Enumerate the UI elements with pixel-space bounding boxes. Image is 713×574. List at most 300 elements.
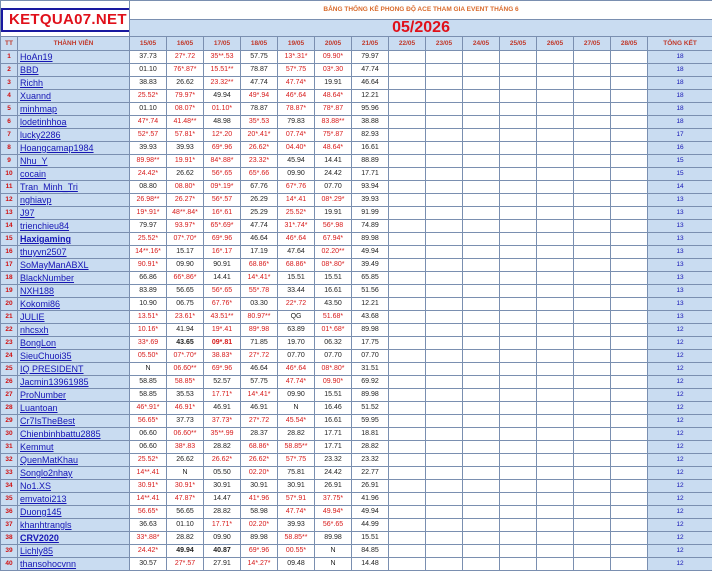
score-cell: 58.98 bbox=[241, 506, 278, 519]
empty-cell bbox=[500, 103, 537, 116]
site-logo[interactable]: KETQUA07.NET bbox=[1, 8, 130, 32]
empty-cell bbox=[500, 415, 537, 428]
score-cell: 30.91 bbox=[204, 480, 241, 493]
empty-cell bbox=[500, 77, 537, 90]
score-cell: 09.48 bbox=[278, 558, 315, 571]
score-cell: 78.87 bbox=[241, 103, 278, 116]
score-cell: 18.81 bbox=[352, 428, 389, 441]
member-link[interactable]: Luantoan bbox=[18, 402, 130, 415]
empty-cell bbox=[574, 506, 611, 519]
score-cell: 58.85** bbox=[278, 441, 315, 454]
score-cell: 89.98 bbox=[352, 324, 389, 337]
score-cell: 15.17 bbox=[167, 246, 204, 259]
empty-cell bbox=[500, 311, 537, 324]
empty-cell bbox=[463, 155, 500, 168]
empty-cell bbox=[611, 90, 648, 103]
empty-cell bbox=[537, 129, 574, 142]
total-cell: 12 bbox=[648, 389, 712, 402]
score-cell: 78*.87 bbox=[315, 103, 352, 116]
empty-cell bbox=[389, 363, 426, 376]
score-cell: 16.61 bbox=[352, 142, 389, 155]
member-link[interactable]: lodetinhhoa bbox=[18, 116, 130, 129]
score-cell: 13*.31* bbox=[278, 51, 315, 64]
empty-cell bbox=[389, 350, 426, 363]
member-link[interactable]: Lichly85 bbox=[18, 545, 130, 558]
table-row bbox=[1, 376, 713, 389]
empty-cell bbox=[389, 142, 426, 155]
empty-cell bbox=[463, 285, 500, 298]
header-date-7: 22/05 bbox=[389, 37, 426, 51]
empty-cell bbox=[611, 103, 648, 116]
score-cell: 93.94 bbox=[352, 181, 389, 194]
empty-cell bbox=[500, 116, 537, 129]
empty-cell bbox=[389, 103, 426, 116]
empty-cell bbox=[500, 168, 537, 181]
empty-cell bbox=[426, 285, 463, 298]
score-cell: 17.71* bbox=[204, 519, 241, 532]
member-link[interactable]: Kokomi86 bbox=[18, 298, 130, 311]
score-cell: 16.61 bbox=[315, 415, 352, 428]
empty-cell bbox=[426, 272, 463, 285]
score-cell: 69*.96 bbox=[204, 142, 241, 155]
empty-cell bbox=[463, 402, 500, 415]
score-cell: 09.90* bbox=[315, 51, 352, 64]
empty-cell bbox=[389, 220, 426, 233]
table-row bbox=[1, 246, 713, 259]
member-link[interactable]: QuenMatKhau bbox=[18, 454, 130, 467]
empty-cell bbox=[500, 194, 537, 207]
member-link[interactable]: Kemmut bbox=[18, 441, 130, 454]
empty-cell bbox=[389, 389, 426, 402]
empty-cell bbox=[500, 493, 537, 506]
member-link[interactable]: lucky2286 bbox=[18, 129, 130, 142]
empty-cell bbox=[500, 90, 537, 103]
score-cell: 06.75 bbox=[167, 298, 204, 311]
empty-cell bbox=[426, 324, 463, 337]
score-cell: 09.90 bbox=[278, 168, 315, 181]
score-cell: 69*.96 bbox=[204, 363, 241, 376]
row-number: 18 bbox=[1, 272, 18, 285]
score-cell: 19*.91* bbox=[130, 207, 167, 220]
header-row bbox=[1, 37, 713, 51]
member-link[interactable]: ProNumber bbox=[18, 389, 130, 402]
score-cell: 17.75 bbox=[352, 337, 389, 350]
empty-cell bbox=[463, 480, 500, 493]
empty-cell bbox=[500, 259, 537, 272]
empty-cell bbox=[574, 90, 611, 103]
empty-cell bbox=[389, 376, 426, 389]
score-cell: 03.30 bbox=[241, 298, 278, 311]
score-cell: 46.91 bbox=[204, 402, 241, 415]
empty-cell bbox=[611, 129, 648, 142]
empty-cell bbox=[463, 194, 500, 207]
score-cell: 89.98 bbox=[352, 389, 389, 402]
empty-cell bbox=[611, 324, 648, 337]
score-cell: 52*.57 bbox=[130, 129, 167, 142]
score-cell: 49.94* bbox=[315, 506, 352, 519]
score-cell: 47.87* bbox=[167, 493, 204, 506]
total-cell: 12 bbox=[648, 506, 712, 519]
member-link[interactable]: Chienbinhbattu2885 bbox=[18, 428, 130, 441]
row-number: 37 bbox=[1, 519, 18, 532]
score-cell: 47.74* bbox=[278, 376, 315, 389]
empty-cell bbox=[389, 181, 426, 194]
empty-cell bbox=[463, 428, 500, 441]
row-number: 32 bbox=[1, 454, 18, 467]
score-cell: 63.89 bbox=[278, 324, 315, 337]
empty-cell bbox=[574, 350, 611, 363]
table-row bbox=[1, 558, 713, 571]
empty-cell bbox=[611, 441, 648, 454]
total-cell: 12 bbox=[648, 350, 712, 363]
score-cell: 37.75* bbox=[315, 493, 352, 506]
empty-cell bbox=[611, 194, 648, 207]
empty-cell bbox=[389, 90, 426, 103]
score-cell: 25.52* bbox=[130, 233, 167, 246]
member-link[interactable]: BBD bbox=[18, 64, 130, 77]
empty-cell bbox=[426, 298, 463, 311]
member-link[interactable]: Songlo2nhay bbox=[18, 467, 130, 480]
score-cell: 69*.96 bbox=[241, 545, 278, 558]
empty-cell bbox=[463, 467, 500, 480]
member-link[interactable]: BlackNumber bbox=[18, 272, 130, 285]
score-cell: 02.20** bbox=[315, 246, 352, 259]
score-cell: 13.51* bbox=[130, 311, 167, 324]
header-date-9: 24/05 bbox=[463, 37, 500, 51]
score-cell: 01.10* bbox=[204, 103, 241, 116]
score-cell: 45.94 bbox=[278, 155, 315, 168]
empty-cell bbox=[574, 493, 611, 506]
table-row bbox=[1, 116, 713, 129]
row-number: 39 bbox=[1, 545, 18, 558]
row-number: 40 bbox=[1, 558, 18, 571]
score-cell: 08.07* bbox=[167, 103, 204, 116]
empty-cell bbox=[389, 454, 426, 467]
score-cell: 46.91 bbox=[241, 402, 278, 415]
score-cell: 56.65* bbox=[130, 506, 167, 519]
empty-cell bbox=[500, 545, 537, 558]
member-link[interactable]: Haxigaming bbox=[18, 233, 130, 246]
score-cell: 67*.76 bbox=[278, 181, 315, 194]
score-cell: 26.62* bbox=[241, 142, 278, 155]
empty-cell bbox=[574, 77, 611, 90]
empty-cell bbox=[537, 233, 574, 246]
empty-cell bbox=[389, 311, 426, 324]
member-link[interactable]: CRV2020 bbox=[18, 532, 130, 545]
empty-cell bbox=[611, 77, 648, 90]
table-row bbox=[1, 428, 713, 441]
score-cell: 14**.16* bbox=[130, 246, 167, 259]
score-cell: 91.99 bbox=[352, 207, 389, 220]
score-cell: 26.62* bbox=[241, 454, 278, 467]
row-number: 17 bbox=[1, 259, 18, 272]
score-cell: 43.50 bbox=[315, 298, 352, 311]
empty-cell bbox=[463, 415, 500, 428]
row-number: 16 bbox=[1, 246, 18, 259]
member-link[interactable]: NXH188 bbox=[18, 285, 130, 298]
score-cell: 27.91 bbox=[204, 558, 241, 571]
score-cell: 23.32 bbox=[352, 454, 389, 467]
score-cell: 39.93 bbox=[352, 194, 389, 207]
row-number: 2 bbox=[1, 64, 18, 77]
member-link[interactable]: Xuannd bbox=[18, 90, 130, 103]
score-cell: 57.75 bbox=[241, 51, 278, 64]
empty-cell bbox=[537, 155, 574, 168]
member-link[interactable]: Cr7IsTheBest bbox=[18, 415, 130, 428]
empty-cell bbox=[537, 441, 574, 454]
member-link[interactable]: Tran_Minh_Tri bbox=[18, 181, 130, 194]
empty-cell bbox=[537, 64, 574, 77]
member-link[interactable]: HoAn19 bbox=[18, 51, 130, 64]
row-number: 38 bbox=[1, 532, 18, 545]
empty-cell bbox=[574, 454, 611, 467]
score-cell: 09.90 bbox=[204, 532, 241, 545]
score-cell: 03*.30 bbox=[315, 64, 352, 77]
empty-cell bbox=[463, 389, 500, 402]
header-total: TỔNG KẾT bbox=[648, 37, 712, 51]
table-row bbox=[1, 272, 713, 285]
table-row bbox=[1, 493, 713, 506]
score-cell: 47.74 bbox=[241, 220, 278, 233]
table-row bbox=[1, 519, 713, 532]
member-link[interactable]: nhcsxh bbox=[18, 324, 130, 337]
score-cell: 78.87* bbox=[278, 103, 315, 116]
total-cell: 12 bbox=[648, 376, 712, 389]
empty-cell bbox=[574, 51, 611, 64]
score-cell: 30.91 bbox=[278, 480, 315, 493]
score-cell: 14.41 bbox=[204, 272, 241, 285]
score-cell: 66*.86* bbox=[167, 272, 204, 285]
empty-cell bbox=[500, 285, 537, 298]
score-cell: 49*.94 bbox=[241, 90, 278, 103]
header-date-5: 20/05 bbox=[315, 37, 352, 51]
score-cell: 69.92 bbox=[352, 376, 389, 389]
member-link[interactable]: thuyvn2507 bbox=[18, 246, 130, 259]
member-link[interactable]: SoMayManABXL bbox=[18, 259, 130, 272]
table-row bbox=[1, 51, 713, 64]
empty-cell bbox=[426, 376, 463, 389]
row-number: 4 bbox=[1, 90, 18, 103]
empty-cell bbox=[463, 64, 500, 77]
score-cell: 83.88** bbox=[315, 116, 352, 129]
score-cell: QG bbox=[278, 311, 315, 324]
empty-cell bbox=[463, 259, 500, 272]
member-link[interactable]: JULIE bbox=[18, 311, 130, 324]
total-cell: 13 bbox=[648, 285, 712, 298]
empty-cell bbox=[500, 350, 537, 363]
score-cell: 83.89 bbox=[130, 285, 167, 298]
empty-cell bbox=[611, 558, 648, 571]
score-cell: 38*.83 bbox=[167, 441, 204, 454]
score-cell: 31.51 bbox=[352, 363, 389, 376]
score-cell: 28.82 bbox=[278, 428, 315, 441]
score-cell: 25.52* bbox=[130, 454, 167, 467]
empty-cell bbox=[389, 415, 426, 428]
member-link[interactable]: J97 bbox=[18, 207, 130, 220]
empty-cell bbox=[500, 324, 537, 337]
empty-cell bbox=[574, 389, 611, 402]
row-number: 13 bbox=[1, 207, 18, 220]
empty-cell bbox=[537, 558, 574, 571]
total-cell: 13 bbox=[648, 272, 712, 285]
empty-cell bbox=[463, 168, 500, 181]
table-row bbox=[1, 129, 713, 142]
score-cell: 14**.41 bbox=[130, 493, 167, 506]
score-cell: 51.68* bbox=[315, 311, 352, 324]
score-cell: 33*.69 bbox=[130, 337, 167, 350]
empty-cell bbox=[574, 519, 611, 532]
member-link[interactable]: BongLon bbox=[18, 337, 130, 350]
score-cell: 68.86* bbox=[278, 259, 315, 272]
score-cell: 41.96 bbox=[352, 493, 389, 506]
empty-cell bbox=[426, 181, 463, 194]
empty-cell bbox=[611, 181, 648, 194]
empty-cell bbox=[537, 272, 574, 285]
empty-cell bbox=[611, 363, 648, 376]
total-cell: 12 bbox=[648, 337, 712, 350]
empty-cell bbox=[389, 51, 426, 64]
empty-cell bbox=[389, 493, 426, 506]
score-cell: 52.57 bbox=[204, 376, 241, 389]
score-cell: 30.57 bbox=[130, 558, 167, 571]
empty-cell bbox=[463, 506, 500, 519]
row-number: 35 bbox=[1, 493, 18, 506]
empty-cell bbox=[574, 272, 611, 285]
empty-cell bbox=[574, 194, 611, 207]
score-cell: 08*.29* bbox=[315, 194, 352, 207]
empty-cell bbox=[389, 116, 426, 129]
empty-cell bbox=[426, 350, 463, 363]
empty-cell bbox=[537, 467, 574, 480]
empty-cell bbox=[574, 428, 611, 441]
empty-cell bbox=[611, 337, 648, 350]
member-link[interactable]: Richh bbox=[18, 77, 130, 90]
score-cell: 09.90* bbox=[315, 376, 352, 389]
empty-cell bbox=[611, 467, 648, 480]
empty-cell bbox=[426, 168, 463, 181]
sheet-title: BẢNG THỐNG KÊ PHONG ĐỘ ACE THAM GIA EVENT THÁNG 6 bbox=[130, 1, 712, 20]
score-cell: 57.75 bbox=[241, 376, 278, 389]
score-cell: 51.56 bbox=[352, 285, 389, 298]
score-cell: 09.90 bbox=[278, 389, 315, 402]
score-cell: 26.62* bbox=[204, 454, 241, 467]
header-date-12: 27/05 bbox=[574, 37, 611, 51]
score-cell: 30.91* bbox=[167, 480, 204, 493]
score-cell: 47.64 bbox=[278, 246, 315, 259]
score-cell: 79.97 bbox=[130, 220, 167, 233]
total-cell: 14 bbox=[648, 181, 712, 194]
empty-cell bbox=[574, 311, 611, 324]
header-date-4: 19/05 bbox=[278, 37, 315, 51]
empty-cell bbox=[500, 519, 537, 532]
score-cell: 05.50 bbox=[204, 467, 241, 480]
empty-cell bbox=[611, 519, 648, 532]
empty-cell bbox=[537, 454, 574, 467]
total-cell: 13 bbox=[648, 246, 712, 259]
empty-cell bbox=[426, 311, 463, 324]
empty-cell bbox=[463, 324, 500, 337]
score-cell: N bbox=[315, 558, 352, 571]
score-cell: 88.89 bbox=[352, 155, 389, 168]
total-cell: 13 bbox=[648, 311, 712, 324]
empty-cell bbox=[389, 155, 426, 168]
empty-cell bbox=[537, 545, 574, 558]
empty-cell bbox=[611, 402, 648, 415]
member-link[interactable]: Duong145 bbox=[18, 506, 130, 519]
score-cell: 43.68 bbox=[352, 311, 389, 324]
score-cell: 71.85 bbox=[241, 337, 278, 350]
member-link[interactable]: emvatoi213 bbox=[18, 493, 130, 506]
empty-cell bbox=[389, 64, 426, 77]
empty-cell bbox=[389, 324, 426, 337]
member-link[interactable]: khanhtrangls bbox=[18, 519, 130, 532]
empty-cell bbox=[500, 389, 537, 402]
empty-cell bbox=[611, 168, 648, 181]
member-link[interactable]: Hoangcamap1984 bbox=[18, 142, 130, 155]
total-cell: 12 bbox=[648, 324, 712, 337]
empty-cell bbox=[611, 233, 648, 246]
member-link[interactable]: No1.XS bbox=[18, 480, 130, 493]
member-link[interactable]: Nhu_Y bbox=[18, 155, 130, 168]
empty-cell bbox=[611, 116, 648, 129]
table-row bbox=[1, 285, 713, 298]
member-link[interactable]: trienchieu84 bbox=[18, 220, 130, 233]
empty-cell bbox=[537, 116, 574, 129]
score-cell: 37.73 bbox=[167, 415, 204, 428]
empty-cell bbox=[463, 246, 500, 259]
score-cell: 78.87 bbox=[241, 64, 278, 77]
empty-cell bbox=[574, 246, 611, 259]
empty-cell bbox=[463, 272, 500, 285]
empty-cell bbox=[611, 207, 648, 220]
score-cell: 68.86* bbox=[241, 441, 278, 454]
total-cell: 12 bbox=[648, 441, 712, 454]
score-cell: 30.91 bbox=[241, 480, 278, 493]
member-link[interactable]: Jacmin13961985 bbox=[18, 376, 130, 389]
empty-cell bbox=[537, 402, 574, 415]
empty-cell bbox=[463, 220, 500, 233]
score-cell: 16*.17 bbox=[204, 246, 241, 259]
score-cell: 26.62 bbox=[167, 77, 204, 90]
empty-cell bbox=[537, 298, 574, 311]
table-row bbox=[1, 233, 713, 246]
member-link[interactable]: nghiavp bbox=[18, 194, 130, 207]
score-cell: N bbox=[315, 545, 352, 558]
score-cell: 09*.81 bbox=[204, 337, 241, 350]
empty-cell bbox=[500, 441, 537, 454]
empty-cell bbox=[463, 454, 500, 467]
score-cell: 58.85 bbox=[130, 389, 167, 402]
total-cell: 18 bbox=[648, 103, 712, 116]
member-link[interactable]: IQ PRESIDENT bbox=[18, 363, 130, 376]
table-row bbox=[1, 77, 713, 90]
score-cell: 14.48 bbox=[352, 558, 389, 571]
score-cell: 07.70 bbox=[278, 350, 315, 363]
score-cell: 09.90 bbox=[167, 259, 204, 272]
empty-cell bbox=[611, 415, 648, 428]
member-link[interactable]: SieuChuoi35 bbox=[18, 350, 130, 363]
member-link[interactable]: thansohocvnn bbox=[18, 558, 130, 571]
member-link[interactable]: cocain bbox=[18, 168, 130, 181]
empty-cell bbox=[463, 337, 500, 350]
empty-cell bbox=[389, 168, 426, 181]
row-number: 28 bbox=[1, 402, 18, 415]
score-cell: 12.21 bbox=[352, 90, 389, 103]
member-link[interactable]: minhmap bbox=[18, 103, 130, 116]
score-cell: 07.74* bbox=[278, 129, 315, 142]
table-row bbox=[1, 194, 713, 207]
score-cell: 66.86 bbox=[130, 272, 167, 285]
